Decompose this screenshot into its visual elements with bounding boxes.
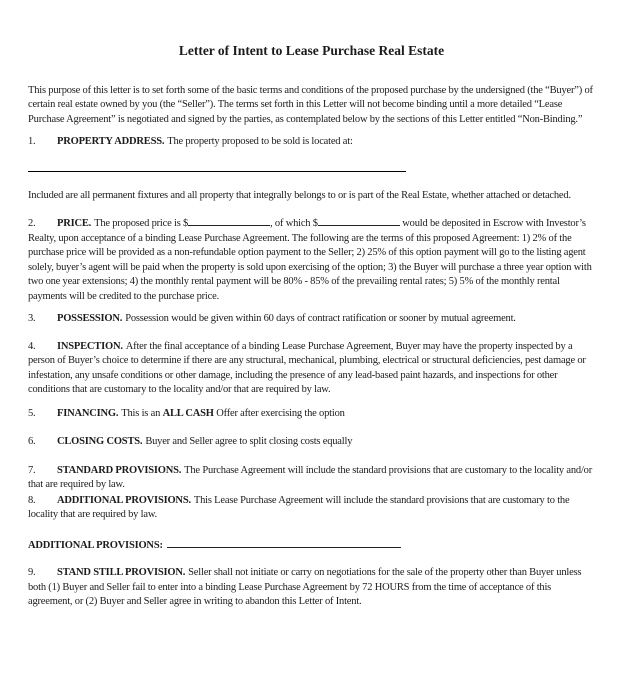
section-number: 3. (28, 313, 36, 324)
section-standard-provisions (28, 464, 595, 493)
price-text-after-blank: would be deposited in Escrow with Investor’s Realty, upon acceptance of a binding Lease Purchase Agreement. The following are the terms of this proposed Agreement: 1) 2% of the purchase price will be provided as a non-refundable option payment to the Seller; 2) 25% of this option payment will go to the listing agent solely, buyer’s agent will be paid when the property is sold upon exercising of the option; 3) the Buyer will purchase a three year option with two one year extensions; 4) the monthly rental payment will be 80% - 85% of the prevailing rental rates; 5) 5% of the monthly rental payments will be credited to the purchase price. (28, 218, 592, 302)
section-property-address (28, 135, 595, 150)
section-closing-costs (28, 435, 595, 450)
all-cash-emphasis: ALL CASH (162, 407, 214, 419)
financing-text-before-emphasis: This is an (121, 407, 163, 419)
intro-paragraph: This purpose of this letter is to set forth some of the basic terms and conditions of the proposed purchase by the undersigned (the “Buyer”) of certain real estate owned by you (the “Seller”). The terms set forth in this Letter will not become binding until a more detailed “Lease Purchase Agreement” is negotiated and signed by the parties, as contemplated below by the sections of this Letter entitled “Non-Binding.” (28, 84, 593, 125)
section-additional-provisions (28, 494, 595, 523)
additional-provisions-fill-row (28, 538, 595, 554)
section-heading: STAND STILL PROVISION. (57, 567, 186, 578)
section-inspection (28, 340, 595, 398)
section-number: 2. (28, 218, 36, 229)
section-heading: PRICE. (57, 218, 92, 229)
section-body: Buyer and Seller agree to split closing costs equally (145, 436, 353, 447)
section-body: After the final acceptance of a binding Lease Purchase Agreement, Buyer may have the property inspected by a person of Buyer’s choice to determine if there are any structural, mechanical, plumbing, electrical or structural deficiencies, pest damage or infestation, any unsafe conditions or other damage, including the presence of any lead-based paint hazards, and inspections for other conditions that are customary to the locality and/or that are required by law. (28, 340, 586, 395)
section-heading: INSPECTION. (57, 340, 123, 352)
price-text-between-blanks: , of which $ (270, 218, 318, 229)
section-body: The property proposed to be sold is located at: (167, 136, 353, 147)
section-body: This Lease Purchase Agreement will include the standard provisions that are customary to the locality that are required by law. (28, 494, 570, 520)
property-address-blank-line (28, 171, 406, 172)
section-number: 5. (28, 407, 36, 419)
section-price (28, 216, 595, 304)
section-possession (28, 312, 595, 327)
price-text-before-blank: The proposed price is $ (94, 218, 189, 229)
document-title: Letter of Intent to Lease Purchase Real Estate (178, 43, 445, 58)
financing-text-after-emphasis: Offer after exercising the option (213, 407, 345, 419)
section-number: 9. (28, 567, 36, 578)
section-number: 4. (28, 340, 36, 352)
section-financing (28, 407, 595, 422)
section-number: 7. (28, 464, 36, 476)
section-heading: STANDARD PROVISIONS. (57, 464, 182, 476)
section-heading: PROPERTY ADDRESS. (57, 136, 165, 147)
section-number: 6. (28, 436, 36, 447)
section-heading: POSSESSION. (57, 313, 123, 324)
section-heading: CLOSING COSTS. (57, 436, 143, 447)
section-number: 8. (28, 494, 36, 506)
price-amount-blank (188, 216, 270, 226)
section-body: The Purchase Agreement will include the standard provisions that are customary to the locality and/or that are required by law. (28, 464, 593, 490)
escrow-amount-blank (318, 216, 400, 226)
section-heading: FINANCING. (57, 407, 119, 419)
additional-provisions-label: ADDITIONAL PROVISIONS: (28, 539, 163, 551)
property-note-paragraph: Included are all permanent fixtures and all property that integrally belongs to or is part of the Real Estate, whether attached or detached. (28, 189, 571, 201)
additional-provisions-blank (167, 538, 401, 548)
section-body: Seller shall not initiate or carry on negotiations for the sale of the property other than Buyer unless both (1) Buyer and Seller fail to enter into a binding Lease Purchase Agreement by 72 HOURS from the time of acceptance of this agreement, or (2) Buyer and Seller agree in writing to abandon this Letter of Intent. (28, 567, 582, 607)
section-body: Possession would be given within 60 days of contract ratification or sooner by mutual agreement. (125, 313, 516, 324)
section-heading: ADDITIONAL PROVISIONS. (57, 494, 191, 506)
section-number: 1. (28, 136, 36, 147)
section-stand-still (28, 566, 595, 610)
